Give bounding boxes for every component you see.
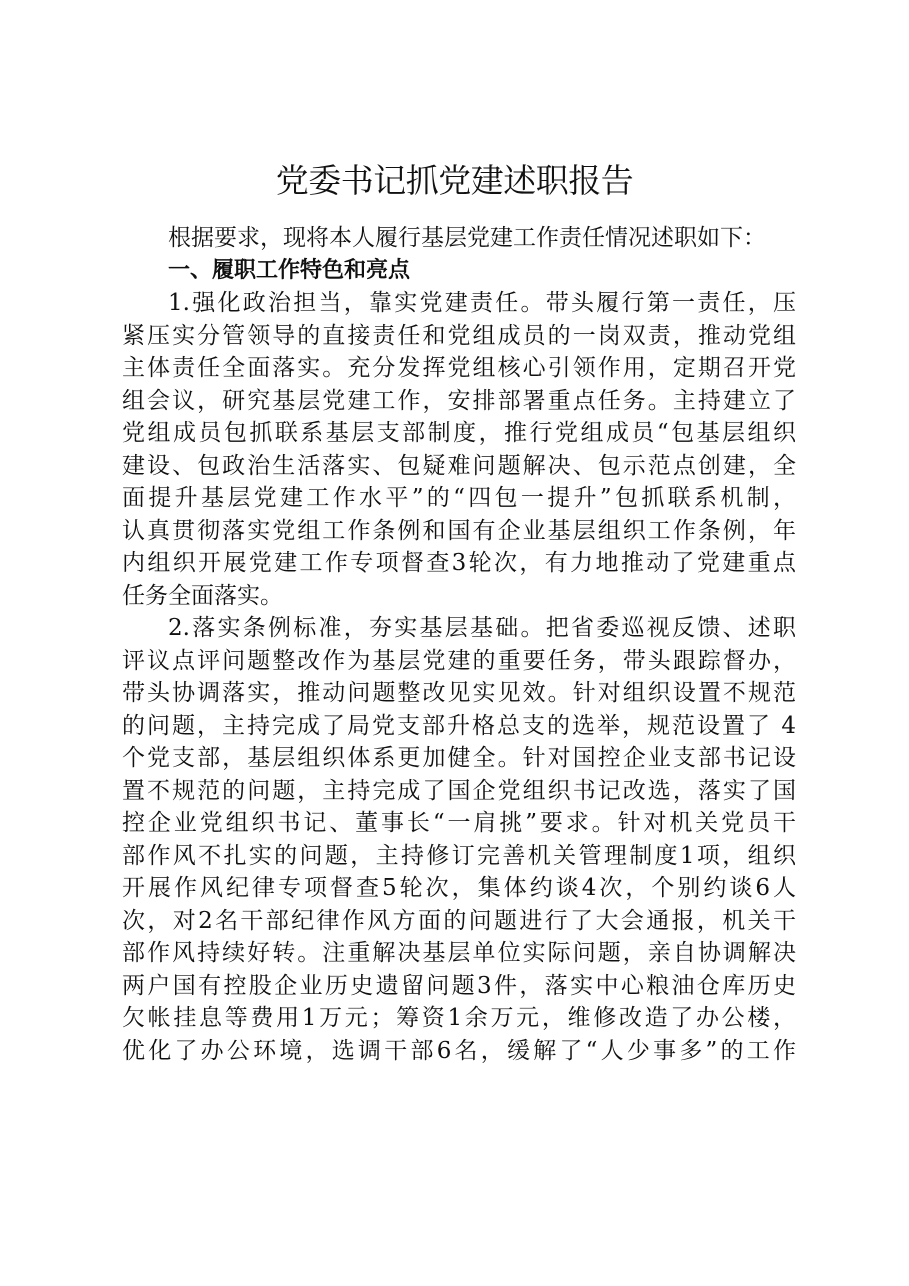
paragraph-line: 开展作风纪律专项督查5轮次，集体约谈4次，个别约谈6人 xyxy=(122,875,796,901)
paragraph-line: 个党支部，基层组织体系更加健全。针对国控企业支部书记设 xyxy=(122,745,796,771)
paragraph-line: 紧压实分管领导的直接责任和党组成员的一岗双责，推动党组 xyxy=(122,322,796,349)
paragraph-line: 带头协调落实，推动问题整改见实见效。针对组织设置不规范 xyxy=(122,680,796,706)
paragraph-line: 建设、包政治生活落实、包疑难问题解决、包示范点创建，全 xyxy=(122,452,796,479)
paragraph-line: 面提升基层党建工作水平”的“四包一提升”包抓联系机制， xyxy=(122,485,796,511)
paragraph-line: 主体责任全面落实。充分发挥党组核心引领作用，定期召开党 xyxy=(122,355,796,381)
document-title: 党委书记抓党建述职报告 xyxy=(275,161,634,200)
paragraph-line: 置不规范的问题，主持完成了国企党组织书记改选，落实了国 xyxy=(122,777,796,804)
paragraph-line: 党组成员包抓联系基层支部制度，推行党组成员“包基层组织 xyxy=(122,420,796,446)
paragraph-line: 任务全面落实。 xyxy=(122,582,283,609)
paragraph-line: 2.落实条例标准，夯实基层基础。把省委巡视反馈、述职 xyxy=(168,615,796,641)
intro-line: 根据要求，现将本人履行基层党建工作责任情况述职如下： xyxy=(168,225,766,251)
paragraph-line: 控企业党组织书记、董事长“一肩挑”要求。针对机关党员干 xyxy=(122,810,796,836)
paragraph-line: 内组织开展党建工作专项督查3轮次，有力地推动了党建重点 xyxy=(122,550,796,576)
paragraph-line: 欠帐挂息等费用1万元；筹资1余万元，维修改造了办公楼， xyxy=(122,1005,796,1031)
paragraph-line: 优化了办公环境，选调干部6名，缓解了“人少事多”的工作 xyxy=(122,1037,796,1064)
paragraph-line: 评议点评问题整改作为基层党建的重要任务，带头跟踪督办， xyxy=(122,647,796,674)
paragraph-line: 组会议，研究基层党建工作，安排部署重点任务。主持建立了 xyxy=(122,387,796,414)
document-body xyxy=(122,222,796,1067)
paragraph-line: 两户国有控股企业历史遗留问题3件，落实中心粮油仓库历史 xyxy=(122,972,796,999)
paragraph-line: 1.强化政治担当，靠实党建责任。带头履行第一责任，压 xyxy=(168,290,796,316)
paragraph-line: 部作风不扎实的问题，主持修订完善机关管理制度1项，组织 xyxy=(122,842,796,869)
paragraph-line: 次，对2名干部纪律作风方面的问题进行了大会通报，机关干 xyxy=(122,907,796,934)
paragraph-line: 部作风持续好转。注重解决基层单位实际问题，亲自协调解决 xyxy=(122,940,796,966)
paragraph-line: 认真贯彻落实党组工作条例和国有企业基层组织工作条例，年 xyxy=(122,517,796,544)
section-heading: 一、履职工作特色和亮点 xyxy=(168,257,411,283)
paragraph-line: 的问题，主持完成了局党支部升格总支的选举，规范设置了 4 xyxy=(122,712,796,739)
